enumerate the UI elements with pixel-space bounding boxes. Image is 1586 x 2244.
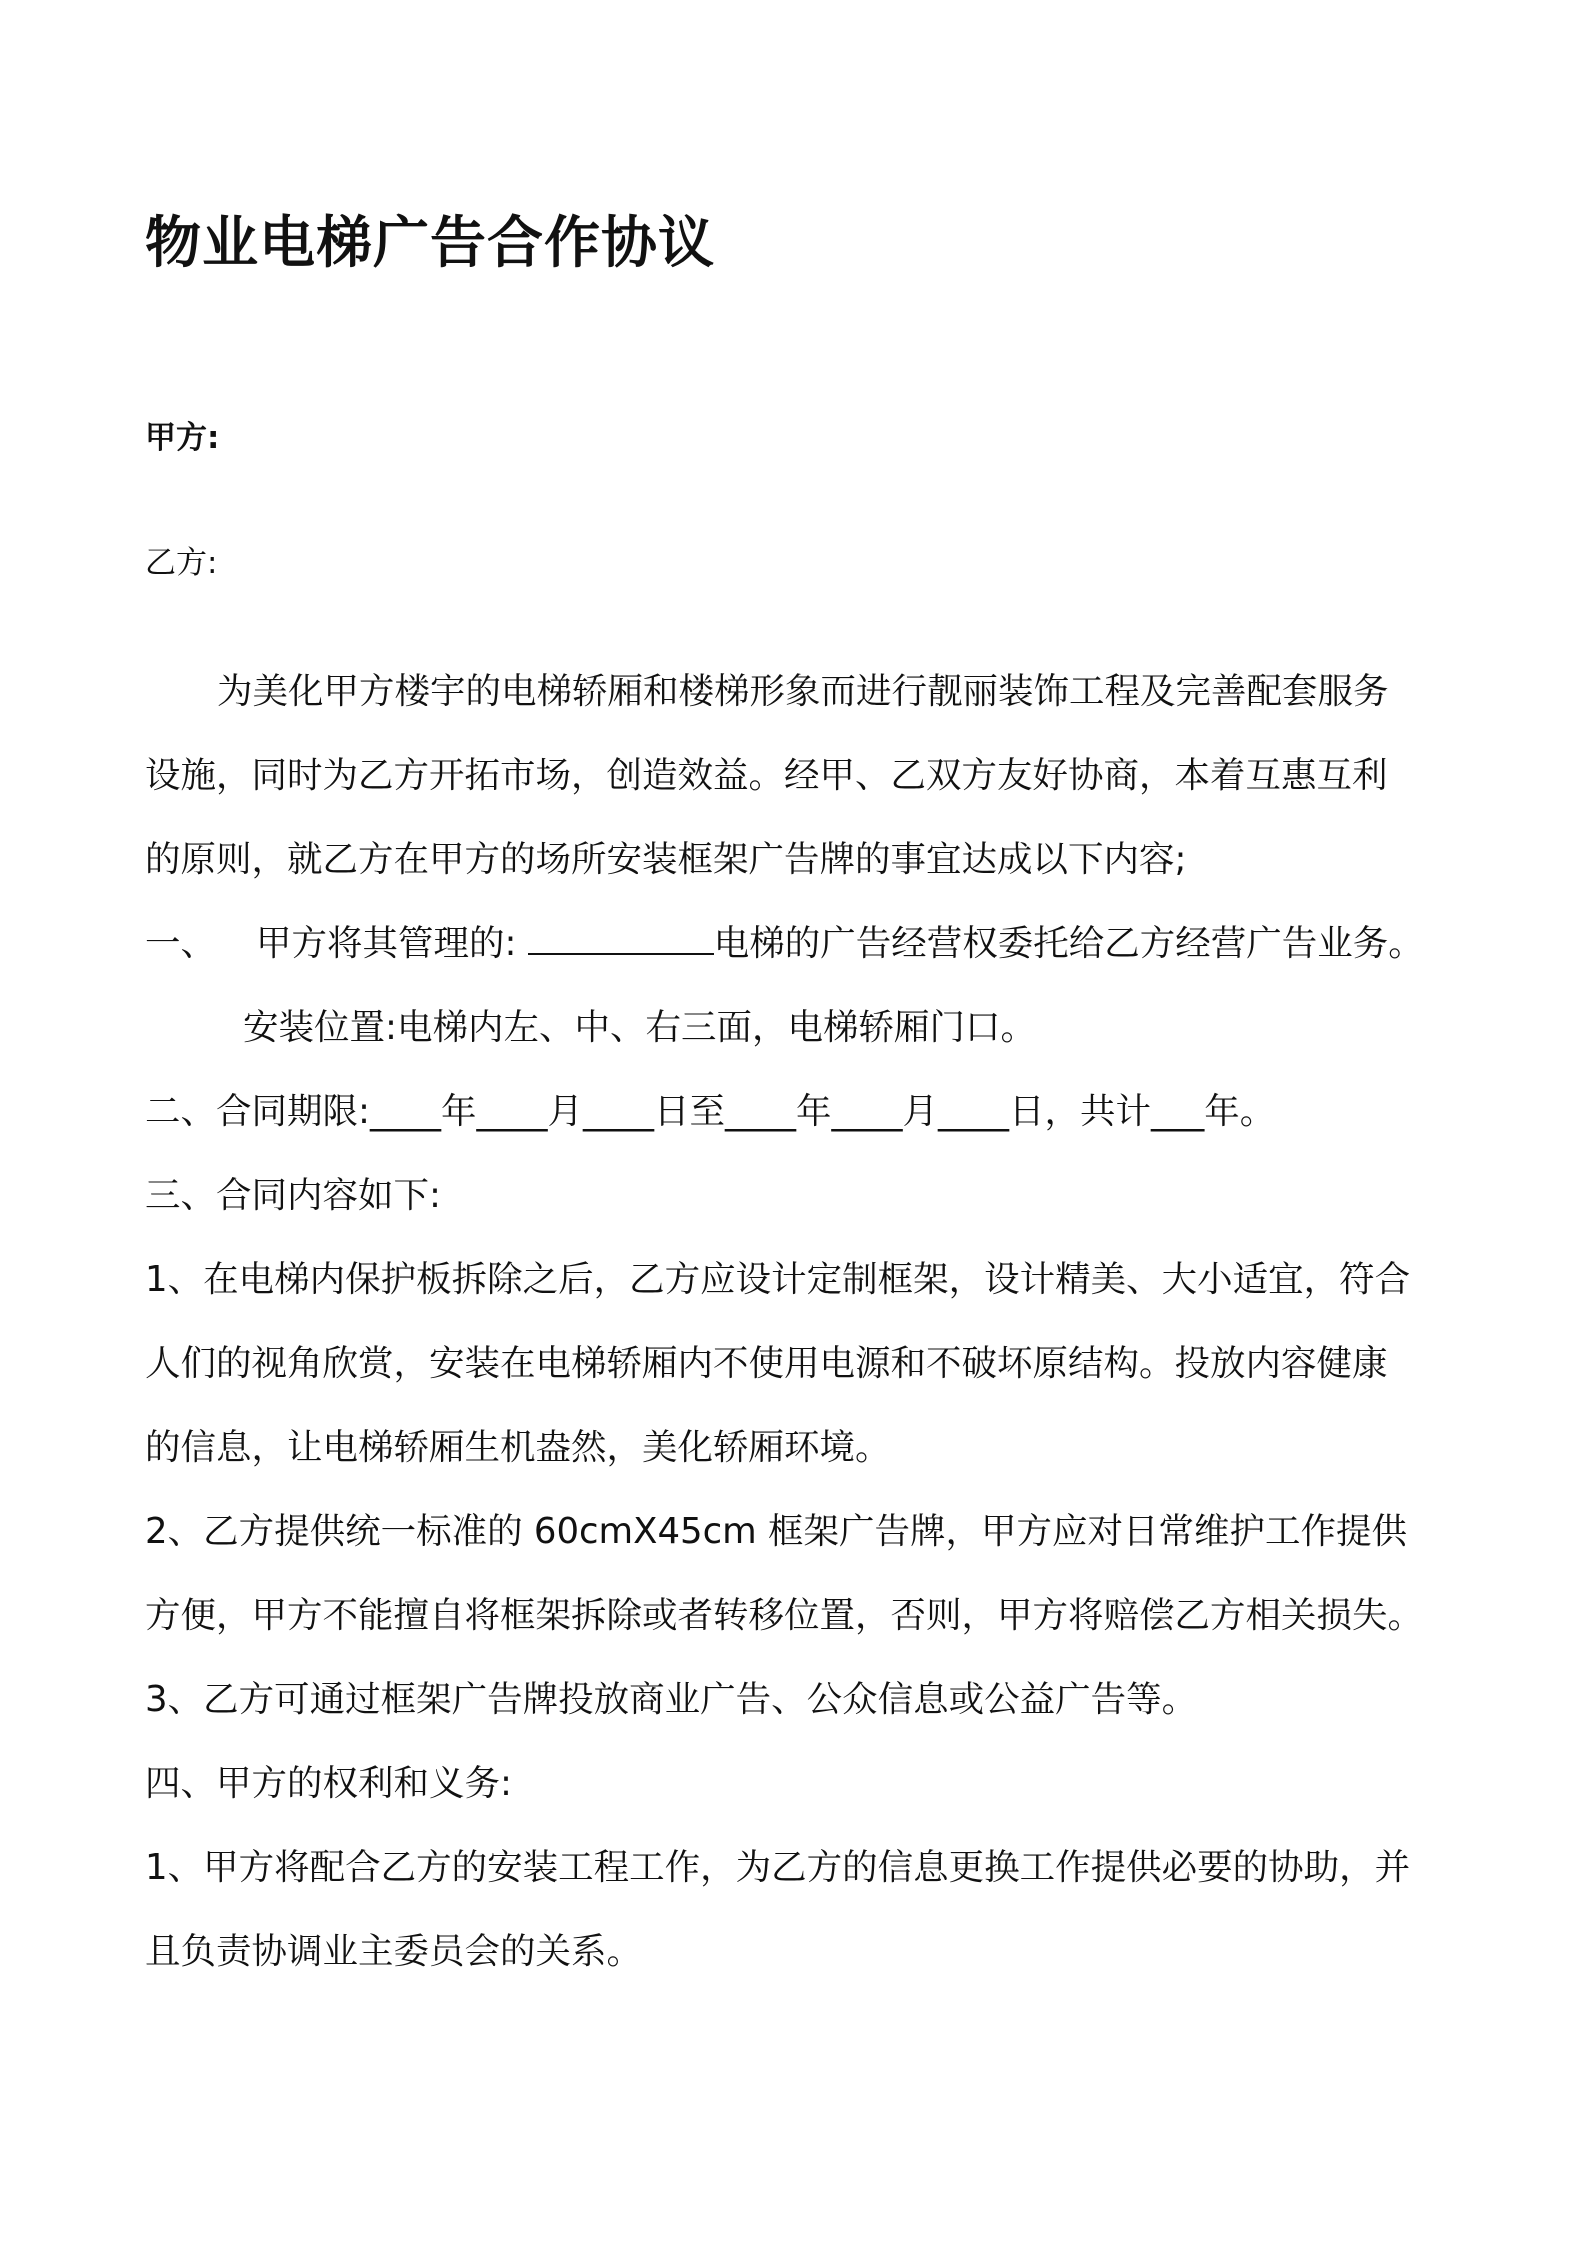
section-4-line: 且负责协调业主委员会的关系。 [145,1931,643,1972]
intro-line: 的原则，就乙方在甲方的场所安装框架广告牌的事宜达成以下内容; [145,839,1187,880]
section-1 [145,902,1465,986]
document-title: 物业电梯广告合作协议 [145,211,715,276]
intro-line: 设施，同时为乙方开拓市场，创造效益。经甲、乙双方友好协商，本着互惠互利 [145,755,1388,796]
section-1-text-before: 甲方将其管理的: [256,923,517,964]
intro-line: 为美化甲方楼宇的电梯轿厢和楼梯形象而进行靓丽装饰工程及完善配套服务 [217,671,1389,712]
section-1-number: 一、 [145,923,217,964]
install-location: 安装位置:电梯内左、中、右三面，电梯轿厢门口。 [243,1007,1036,1048]
section-3-line: 方便，甲方不能擅自将框架拆除或者转移位置，否则，甲方将赔偿乙方相关损失。 [145,1595,1424,1636]
section-3-line: 人们的视角欣赏，安装在电梯轿厢内不使用电源和不破坏原结构。投放内容健康 [145,1343,1388,1384]
section-3-line: 1、在电梯内保护板拆除之后，乙方应设计定制框架，设计精美、大小适宜，符合 [145,1259,1411,1300]
section-3-line: 2、乙方提供统一标准的 60cmX45cm 框架广告牌，甲方应对日常维护工作提供 [145,1511,1408,1552]
section-3-line: 3、乙方可通过框架广告牌投放商业广告、公众信息或公益广告等。 [145,1679,1198,1720]
party-b-label: 乙方: [145,545,218,581]
section-1-text-after: 电梯的广告经营权委托给乙方经营广告业务。 [713,923,1424,964]
agreement-body [145,650,1465,1994]
section-4-line: 1、甲方将配合乙方的安装工程工作，为乙方的信息更换工作提供必要的协助，并 [145,1847,1411,1888]
section-4-heading: 四、甲方的权利和义务: [145,1763,512,1804]
section-3-line: 的信息，让电梯轿厢生机盎然，美化轿厢环境。 [145,1427,891,1468]
party-a-label: 甲方: [145,420,220,456]
property-name-blank [528,923,714,955]
section-3-heading: 三、合同内容如下: [145,1175,441,1216]
section-2-term: 二、合同期限:____年____月____日至____年____月____日，共计___年。 [145,1091,1276,1132]
